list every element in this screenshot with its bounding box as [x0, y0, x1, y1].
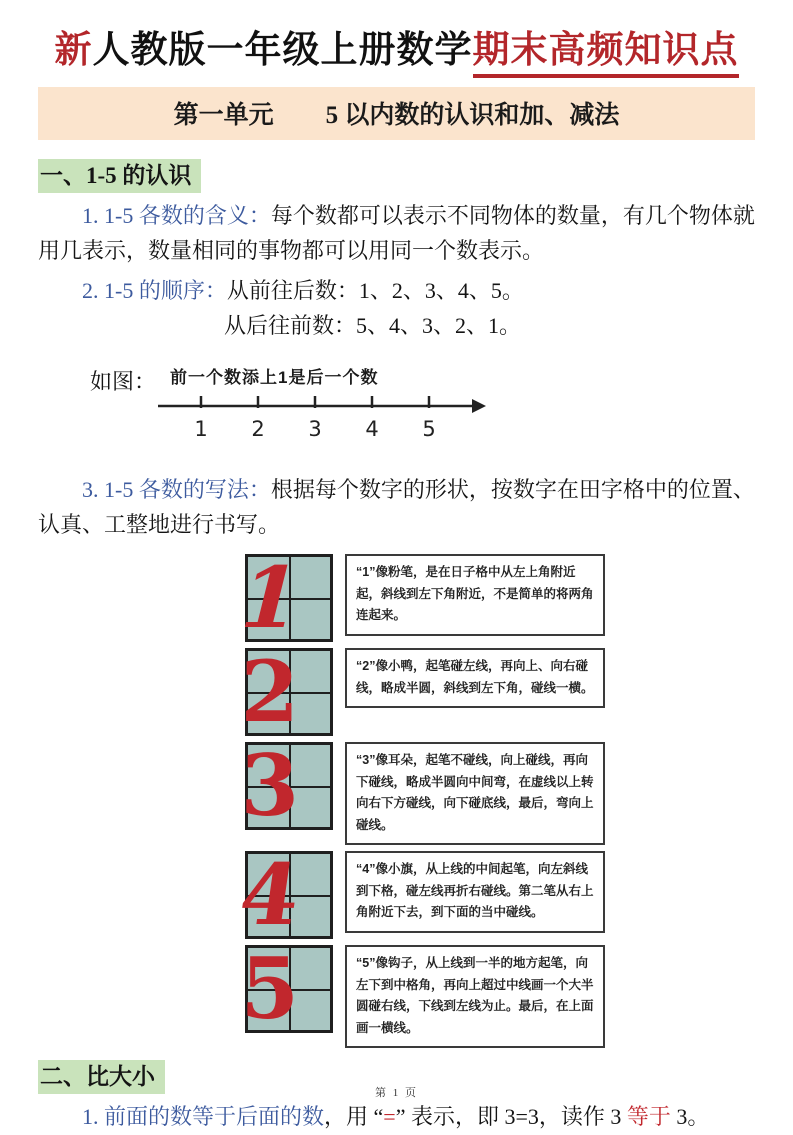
- tian-grid-cell: [240, 642, 333, 742]
- figure-caption: 前一个数添上1是后一个数: [170, 368, 379, 388]
- tick-label: 4: [365, 417, 379, 442]
- equals-sign-red: =: [383, 1104, 396, 1130]
- tick-label: 3: [308, 417, 322, 442]
- tick-label: 5: [422, 417, 436, 442]
- digit-writing-table: [228, 548, 755, 1048]
- section-1-heading-text: 一、1-5 的认识: [38, 159, 201, 193]
- section1-item3: [38, 473, 755, 542]
- page-title: [38, 28, 755, 74]
- section1-item1: [38, 199, 755, 268]
- section1-item2-line2: 从后往前数：5、4、3、2、1。: [224, 312, 522, 338]
- s2-item1-lead: 1. 前面的数等于后面的数: [82, 1104, 325, 1130]
- section-1-heading: [38, 159, 755, 193]
- red-digit: 3: [240, 736, 299, 836]
- unit-label: 第一单元: [173, 102, 274, 130]
- unit-title: 5 以内数的认识和加、减法: [325, 102, 620, 130]
- item1-body: 每个数都可以表示不同物体的数量，有几个物体就用几表示，数量相同的事物都可以用同一个数表示。: [38, 203, 755, 263]
- digit-description: “2”像小鸭，起笔碰左线，再向上、向右碰线，略成半圆，斜线到左下角，碰线一横。: [345, 648, 605, 708]
- arrow-head-icon: [472, 399, 486, 413]
- title-red-prefix: 新: [54, 30, 93, 71]
- table-row: [240, 736, 755, 845]
- number-line-figure: [38, 359, 755, 467]
- section2-item1: 1. 前面的数等于后面的数，用 “=” 表示，即 3=3，读作 3 等于 3。: [82, 1104, 710, 1130]
- item1-lead: 1. 1-5 各数的含义：: [82, 203, 271, 229]
- title-black-part: 人教版一年级上册数学: [92, 30, 473, 71]
- section-2-heading-text: 二、比大小: [38, 1060, 165, 1094]
- table-row: [233, 845, 755, 945]
- number-line-labels: [156, 417, 486, 447]
- digit-description: “3”像耳朵，起笔不碰线，向上碰线，再向下碰线，略成半圆向中间弯，在虚线以上转向右下方碰线，向下碰底线，最后，弯向上碰线。: [345, 742, 605, 845]
- red-digit: 4: [233, 845, 307, 945]
- section1-item2-line1: [38, 274, 755, 309]
- dengyu-red: 等于: [626, 1104, 671, 1130]
- tian-grid-cell: [228, 548, 333, 648]
- digit-description: “4”像小旗，从上线的中间起笔，向左斜线到下格，碰左线再折右碰线。第二笔从右上角附近下去，到下面的当中碰线。: [345, 851, 605, 933]
- digit-description: “5”像钩子，从上线到一半的地方起笔，向左下到中格角，再向上超过中线画一个大半圆碰右线，下线到左线为止。最后，在上面画一横线。: [345, 945, 605, 1048]
- item3-lead: 3. 1-5 各数的写法：: [82, 477, 271, 503]
- table-row: [240, 939, 755, 1048]
- tian-grid-cell: [240, 939, 333, 1039]
- tick-label: 2: [251, 417, 265, 442]
- item2-line1: 从前往后数：1、2、3、4、5。: [226, 278, 524, 304]
- table-row: [228, 548, 755, 648]
- red-digit: 2: [240, 642, 299, 742]
- item3-body: 根据每个数字的形状，按数字在田字格中的位置、认真、工整地进行书写。: [38, 477, 755, 537]
- red-digit: 5: [240, 939, 299, 1039]
- unit-banner: [38, 87, 755, 140]
- tian-grid-cell: [240, 736, 333, 836]
- tian-grid-cell: [233, 845, 333, 945]
- item2-lead: 2. 1-5 的顺序：: [82, 278, 227, 304]
- table-row: [240, 642, 755, 742]
- tick-label: 1: [194, 417, 208, 442]
- page-number: 第 1 页: [375, 1087, 418, 1099]
- digit-description: “1”像粉笔，是在日子格中从左上角附近起，斜线到左下角附近，不是简单的将两角连起来。: [345, 554, 605, 636]
- red-digit: 1: [228, 548, 312, 648]
- title-red-underlined-part: 期末高频知识点: [473, 30, 739, 78]
- number-line-graphic: [156, 393, 486, 415]
- figure-label: 如图：: [90, 369, 157, 395]
